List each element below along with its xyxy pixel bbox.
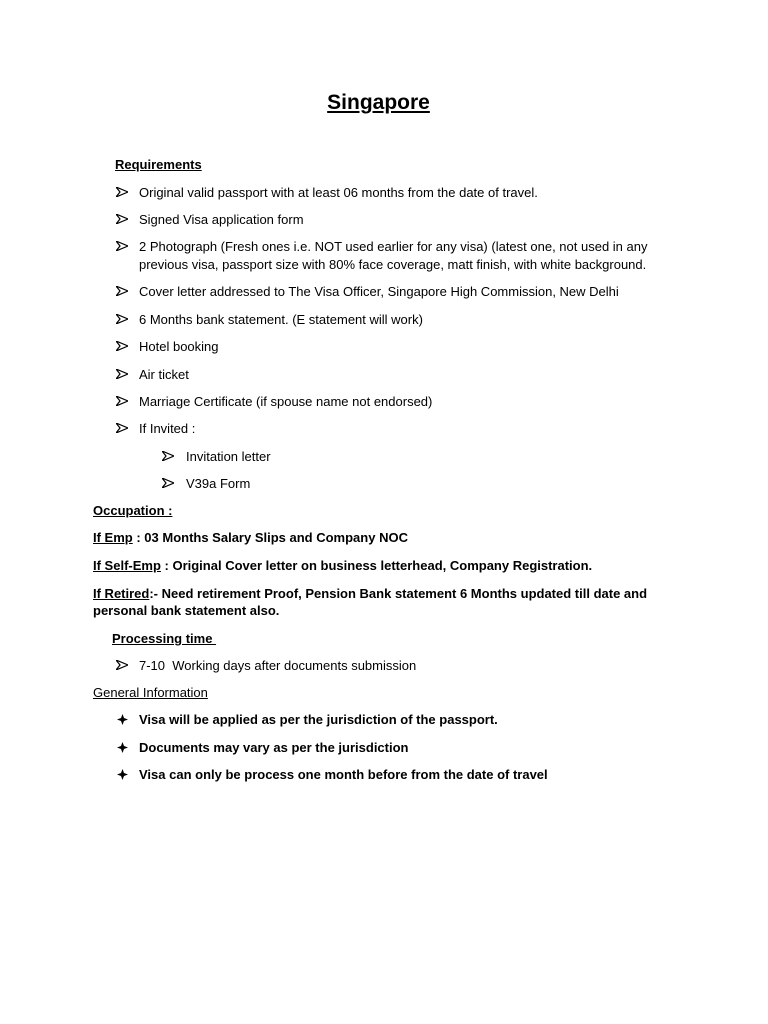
arrowhead-bullet-icon (116, 214, 128, 224)
emp-label: If Emp (93, 530, 133, 545)
requirement-item: Original valid passport with at least 06 months from the date of travel. (139, 185, 538, 200)
invited-sub-item: V39a Form (186, 476, 251, 491)
self-emp-label: If Self-Emp (93, 558, 161, 573)
requirement-item: Cover letter addressed to The Visa Officer, Singapore High Commission, New Delhi (139, 284, 619, 299)
general-info-item: Visa can only be process one month before from the date of travel (139, 767, 548, 782)
occupation-retired-continuation: personal bank statement also. (93, 603, 280, 618)
requirement-item-continuation: previous visa, passport size with 80% face coverage, matt finish, with white background. (139, 257, 647, 272)
diamond-bullet-icon (117, 714, 128, 725)
arrowhead-bullet-icon (116, 314, 128, 324)
arrowhead-bullet-icon (116, 341, 128, 351)
retired-text: :- Need retirement Proof, Pension Bank statement 6 Months updated till date and (149, 586, 648, 601)
processing-heading: Processing time (112, 631, 217, 646)
diamond-bullet-icon (117, 742, 128, 753)
occupation-retired-line (93, 585, 647, 602)
arrowhead-bullet-icon (116, 286, 128, 296)
general-info-item: Documents may vary as per the jurisdiction (139, 740, 409, 755)
invited-sub-item: Invitation letter (186, 449, 271, 464)
requirement-item: Signed Visa application form (139, 212, 304, 227)
arrowhead-bullet-icon (116, 423, 128, 433)
requirements-heading: Requirements (115, 157, 202, 172)
general-info-heading: General Information (93, 685, 208, 700)
arrowhead-bullet-icon (116, 396, 128, 406)
requirement-item: 6 Months bank statement. (E statement will work) (139, 312, 423, 327)
page-title: Singapore (327, 91, 430, 114)
arrowhead-bullet-icon (116, 187, 128, 197)
arrowhead-bullet-icon (116, 369, 128, 379)
occupation-emp-line (93, 529, 408, 546)
requirement-item: Hotel booking (139, 339, 219, 354)
requirement-item: Marriage Certificate (if spouse name not endorsed) (139, 394, 433, 409)
retired-label: If Retired (93, 586, 150, 601)
arrowhead-bullet-icon (116, 241, 128, 251)
requirement-item: 2 Photograph (Fresh ones i.e. NOT used earlier for any visa) (latest one, not used in any (139, 239, 648, 254)
diamond-bullet-icon (117, 769, 128, 780)
occupation-self-emp-line (93, 557, 592, 574)
requirement-item: Air ticket (139, 367, 189, 382)
requirement-item: If Invited : (139, 421, 196, 436)
processing-item: 7-10 Working days after documents submission (139, 658, 417, 673)
occupation-heading: Occupation : (93, 503, 173, 518)
arrowhead-bullet-icon (116, 660, 128, 670)
self-emp-text: : Original Cover letter on business letterhead, Company Registration. (160, 558, 593, 573)
emp-text: : 03 Months Salary Slips and Company NOC (132, 530, 408, 545)
arrowhead-bullet-icon (162, 478, 174, 488)
arrowhead-bullet-icon (162, 451, 174, 461)
general-info-item: Visa will be applied as per the jurisdiction of the passport. (139, 712, 498, 727)
